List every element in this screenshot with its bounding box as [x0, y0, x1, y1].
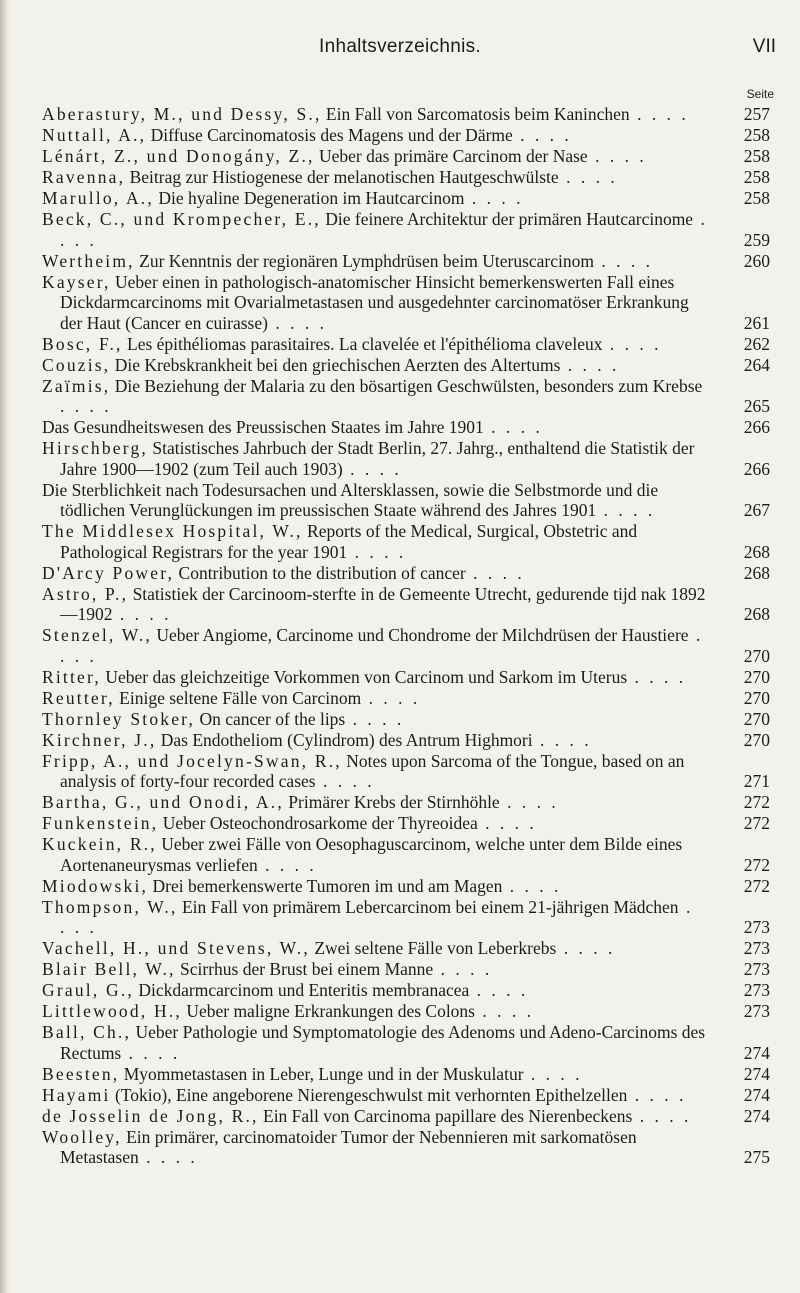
entry-page: 258: [743, 188, 770, 208]
leader-dots: . . . .: [469, 980, 529, 1000]
entry-title: Ueber das primäre Carcinom der Nase: [319, 146, 588, 166]
toc-entry: [42, 1085, 778, 1106]
entry-author: Couzis,: [42, 354, 111, 375]
entry-page: 274: [743, 1084, 770, 1105]
entry-title: Statistisches Jahrbuch der Stadt Berlin, 27. Jahrg., enthaltend die Statistik der Jahre 1900—1902 (zum Teil auch 1903): [60, 438, 695, 479]
toc-entry: [42, 251, 778, 272]
toc-entry: [42, 584, 778, 625]
entry-page: 267: [743, 500, 770, 520]
entry-author: Nuttall, A.,: [42, 125, 147, 145]
entry-author: Hirschberg,: [42, 438, 149, 458]
toc-entry: [42, 480, 778, 521]
entry-author: Hayami: [42, 1084, 111, 1105]
entry-author: Funkenstein,: [42, 813, 159, 833]
toc-entry: [42, 521, 778, 562]
binding-shadow: [0, 0, 10, 1293]
leader-dots: . . . .: [594, 250, 653, 271]
entry-page: 272: [743, 854, 770, 875]
entry-page: 270: [743, 687, 770, 708]
entry-author: Woolley,: [42, 1126, 122, 1147]
entry-author: Graul, G.,: [42, 980, 134, 1000]
toc-entry: [42, 334, 778, 355]
toc-entry: [42, 1106, 778, 1127]
leader-dots: . . . .: [60, 625, 704, 666]
leader-dots: . . . .: [433, 959, 493, 979]
leader-dots: . . . .: [629, 104, 689, 124]
entry-page: 270: [743, 729, 770, 750]
toc-entry: [42, 376, 778, 417]
toc-entry: [42, 104, 778, 125]
entry-title: Dickdarmcarcinom und Enteritis membranacea: [138, 980, 470, 1000]
toc-entry: [42, 188, 778, 209]
entry-title: Statistiek der Carcinoom-sterfte in de Gemeente Utrecht, gedurende tijd nak 1892—1902: [60, 583, 706, 624]
entry-page: 274: [743, 1063, 770, 1084]
toc-entry: [42, 938, 778, 959]
entry-page: 261: [743, 312, 770, 333]
entry-title: Zwei seltene Fälle von Leberkrebs: [314, 938, 557, 958]
entry-author: de Josselin de Jong, R.,: [42, 1105, 259, 1126]
entry-title: Die feinere Architektur der primären Hautcarcinome: [325, 209, 694, 229]
leader-dots: . . . .: [512, 125, 572, 145]
entry-title: Ueber zwei Fälle von Oesophaguscarcinom, welche unter dem Bilde eines Aortenaneurysmas verliefen: [60, 834, 683, 875]
toc-entry: [42, 1127, 778, 1168]
entry-title: Das Gesundheitswesen des Preussischen Staates im Jahre 1901: [42, 417, 484, 437]
entry-author: Astro, P.,: [42, 583, 129, 604]
leader-dots: . . . .: [267, 312, 327, 333]
entry-author: Beesten,: [42, 1063, 120, 1084]
entry-page: 268: [743, 562, 770, 583]
toc-entry: [42, 563, 778, 584]
toc-entry: [42, 167, 778, 188]
entry-author: Littlewood, H.,: [42, 1001, 182, 1021]
entry-page: 272: [743, 875, 770, 896]
entry-page: 262: [743, 333, 770, 354]
entry-page: 272: [743, 813, 770, 833]
entry-title: Die Krebskrankheit bei den griechischen Aerzten des Altertums: [114, 354, 561, 375]
toc-entry: [42, 625, 778, 666]
table-of-contents: [42, 104, 778, 1168]
entry-page: 268: [743, 541, 770, 562]
entry-title: Ueber einen in pathologisch-anatomischer Hinsicht bemerkenswerten Fall eines Dickdarmcarcinoms mit Ovarialmetastasen und ausgedehnter carcinomatöser Erkrankung der Haut (Cancer en cuirasse): [60, 271, 689, 333]
toc-entry: [42, 730, 778, 751]
entry-title: Einige seltene Fälle von Carcinom: [119, 687, 362, 708]
entry-title: Diffuse Carcinomatosis des Magens und der Därme: [150, 125, 513, 145]
entry-title: Primärer Krebs der Stirnhöhle: [288, 792, 500, 812]
page-number: VII: [752, 36, 776, 57]
toc-entry: [42, 876, 778, 897]
entry-title: Ein primärer, carcinomatoider Tumor der Nebennieren mit sarkomatösen Metastasen: [60, 1126, 637, 1167]
toc-entry: [42, 897, 778, 938]
leader-dots: . . . .: [464, 188, 524, 208]
toc-entry: [42, 980, 778, 1001]
entry-title: Die hyaline Degeneration im Hautcarcinom: [158, 188, 465, 208]
entry-page: 273: [743, 938, 770, 958]
entry-page: 270: [743, 645, 770, 666]
entry-author: Thornley Stoker,: [42, 708, 196, 729]
toc-entry: [42, 792, 778, 813]
toc-entry: [42, 438, 778, 479]
leader-dots: . . . .: [60, 896, 694, 937]
toc-entry: [42, 272, 778, 334]
leader-dots: . . . .: [60, 209, 708, 250]
leader-dots: . . . .: [121, 1042, 181, 1063]
leader-dots: . . . .: [112, 604, 172, 624]
entry-title: Ein Fall von Sarcomatosis beim Kaninchen: [325, 104, 630, 124]
entry-page: 266: [743, 458, 770, 479]
entry-author: Kirchner, J.,: [42, 729, 157, 750]
entry-title: Ueber Pathologie und Symptomatologie des Adenoms und Adeno-Carcinoms des Rectums: [60, 1022, 706, 1063]
entry-title: Ueber maligne Erkrankungen des Colons: [186, 1001, 475, 1021]
toc-entry: [42, 751, 778, 792]
entry-author: Kayser,: [42, 271, 111, 292]
toc-entry: [42, 1001, 778, 1022]
entry-page: 273: [743, 959, 770, 979]
toc-entry: [42, 959, 778, 980]
entry-author: Stenzel, W.,: [42, 625, 153, 645]
entry-author: Bosc, F.,: [42, 333, 123, 354]
leader-dots: . . . .: [499, 792, 559, 812]
entry-author: Blair Bell, W.,: [42, 959, 176, 979]
leader-dots: . . . .: [532, 729, 592, 750]
toc-entry: [42, 813, 778, 834]
entry-author: Kuckein, R.,: [42, 834, 157, 854]
entry-page: 275: [743, 1147, 770, 1167]
leader-dots: . . . .: [138, 1147, 198, 1167]
leader-dots: . . . .: [560, 354, 620, 375]
entry-page: 258: [743, 167, 770, 187]
entry-title: Ueber Angiome, Carcinome und Chondrome der Milchdrüsen der Haustiere: [156, 625, 689, 645]
entry-author: Beck, C., und Krompecher, E.,: [42, 209, 321, 229]
leader-dots: . . . .: [558, 167, 618, 187]
entry-title: Ueber das gleichzeitige Vorkommen von Carcinom und Sarkom im Uterus: [105, 666, 628, 687]
entry-page: 272: [743, 792, 770, 812]
entry-author: The Middlesex Hospital, W.,: [42, 521, 303, 541]
entry-page: 260: [743, 250, 770, 271]
entry-author: Thompson, W.,: [42, 896, 178, 917]
entry-page: 266: [743, 417, 770, 437]
entry-title: Die Sterblichkeit nach Todesursachen und Altersklassen, sowie die Selbstmorde und die tödlichen Verunglückungen im preussischen Staate während des Jahres 1901: [42, 479, 659, 520]
toc-entry: [42, 709, 778, 730]
toc-entry: [42, 355, 778, 376]
entry-title: On cancer of the lips: [199, 708, 346, 729]
toc-entry: [42, 146, 778, 167]
entry-author: Bartha, G., und Onodi, A.,: [42, 792, 284, 812]
entry-title: Ueber Osteochondrosarkome der Thyreoidea: [162, 813, 478, 833]
entry-title: Beitrag zur Histiogenese der melanotischen Hautgeschwülste: [129, 167, 559, 187]
leader-dots: . . . .: [477, 813, 537, 833]
toc-entry: [42, 417, 778, 438]
entry-author: Fripp, A., und Jocelyn-Swan, R.,: [42, 750, 342, 771]
entry-page: 273: [743, 917, 770, 937]
entry-title: Myommetastasen in Leber, Lunge und in der Muskulatur: [123, 1063, 524, 1084]
entry-title: (Tokio), Eine angeborene Nierengeschwulst mit verhornten Epithelzellen: [114, 1084, 628, 1105]
toc-entry: [42, 209, 778, 250]
leader-dots: . . . .: [483, 417, 543, 437]
entry-page: 265: [743, 396, 770, 416]
leader-dots: . . . .: [556, 938, 616, 958]
entry-title: Les épithéliomas parasitaires. La clavelée et l'épithélioma claveleux: [127, 333, 603, 354]
entry-page: 270: [743, 666, 770, 687]
toc-entry: [42, 1064, 778, 1085]
entry-title: Ein Fall von Carcinoma papillare des Nierenbeckens: [263, 1105, 633, 1126]
entry-title: Scirrhus der Brust bei einem Manne: [180, 959, 434, 979]
entry-page: 258: [743, 146, 770, 166]
entry-title: Notes upon Sarcoma of the Tongue, based on an analysis of forty-four recorded cases: [60, 750, 685, 791]
leader-dots: . . . .: [632, 1105, 692, 1126]
entry-author: Marullo, A.,: [42, 188, 154, 208]
entry-author: Vachell, H., und Stevens, W.,: [42, 938, 310, 958]
leader-dots: . . . .: [627, 666, 687, 687]
leader-dots: . . . .: [342, 458, 402, 479]
entry-page: 271: [743, 771, 770, 791]
leader-dots: . . . .: [502, 875, 562, 896]
toc-entry: [42, 667, 778, 688]
entry-author: Zaïmis,: [42, 375, 111, 396]
page-column-label: Seite: [746, 87, 774, 101]
entry-page: 273: [743, 980, 770, 1000]
entry-page: 258: [743, 125, 770, 145]
entry-title: Das Endotheliom (Cylindrom) des Antrum Highmori: [160, 729, 533, 750]
entry-author: D'Arcy Power,: [42, 562, 175, 583]
entry-author: Ravenna,: [42, 167, 126, 187]
entry-page: 264: [743, 354, 770, 375]
leader-dots: . . . .: [627, 1084, 687, 1105]
entry-page: 259: [743, 229, 770, 250]
entry-page: 273: [743, 1001, 770, 1021]
entry-title: Contribution to the distribution of cancer: [178, 562, 466, 583]
entry-author: Miodowski,: [42, 875, 149, 896]
running-title: Inhaltsverzeichnis.: [319, 36, 481, 57]
entry-page: 274: [743, 1105, 770, 1126]
entry-title: Reports of the Medical, Surgical, Obstetric and Pathological Registrars for the year 1901: [60, 521, 638, 562]
entry-author: Wertheim,: [42, 250, 135, 271]
entry-title: Drei bemerkenswerte Tumoren im und am Magen: [152, 875, 503, 896]
leader-dots: . . . .: [315, 771, 375, 791]
leader-dots: . . . .: [587, 146, 647, 166]
leader-dots: . . . .: [596, 500, 656, 520]
entry-title: Zur Kenntnis der regionären Lymphdrüsen beim Uteruscarcinom: [139, 250, 594, 271]
entry-author: Lénárt, Z., und Donogány, Z.,: [42, 146, 315, 166]
entry-page: 268: [743, 604, 770, 624]
leader-dots: . . . .: [602, 333, 662, 354]
entry-author: Reutter,: [42, 687, 115, 708]
entry-author: Ritter,: [42, 666, 101, 687]
leader-dots: . . . .: [347, 541, 407, 562]
entry-title: Ein Fall von primärem Lebercarcinom bei einem 21-jährigen Mädchen: [181, 896, 679, 917]
entry-title: Die Beziehung der Malaria zu den bösartigen Geschwülsten, besonders zum Krebse: [114, 375, 703, 396]
leader-dots: . . . .: [523, 1063, 583, 1084]
leader-dots: . . . .: [361, 687, 421, 708]
entry-page: 274: [743, 1042, 770, 1063]
toc-entry: [42, 834, 778, 875]
toc-entry: [42, 1022, 778, 1063]
entry-page: 270: [743, 708, 770, 729]
leader-dots: . . . .: [345, 708, 405, 729]
toc-entry: [42, 125, 778, 146]
entry-author: Aberastury, M., und Dessy, S.,: [42, 104, 322, 124]
leader-dots: . . . .: [475, 1001, 534, 1021]
entry-author: Ball, Ch.,: [42, 1022, 132, 1042]
toc-entry: [42, 688, 778, 709]
leader-dots: . . . .: [60, 396, 112, 416]
leader-dots: . . . .: [465, 562, 525, 583]
leader-dots: . . . .: [257, 854, 317, 875]
entry-page: 257: [743, 104, 770, 124]
